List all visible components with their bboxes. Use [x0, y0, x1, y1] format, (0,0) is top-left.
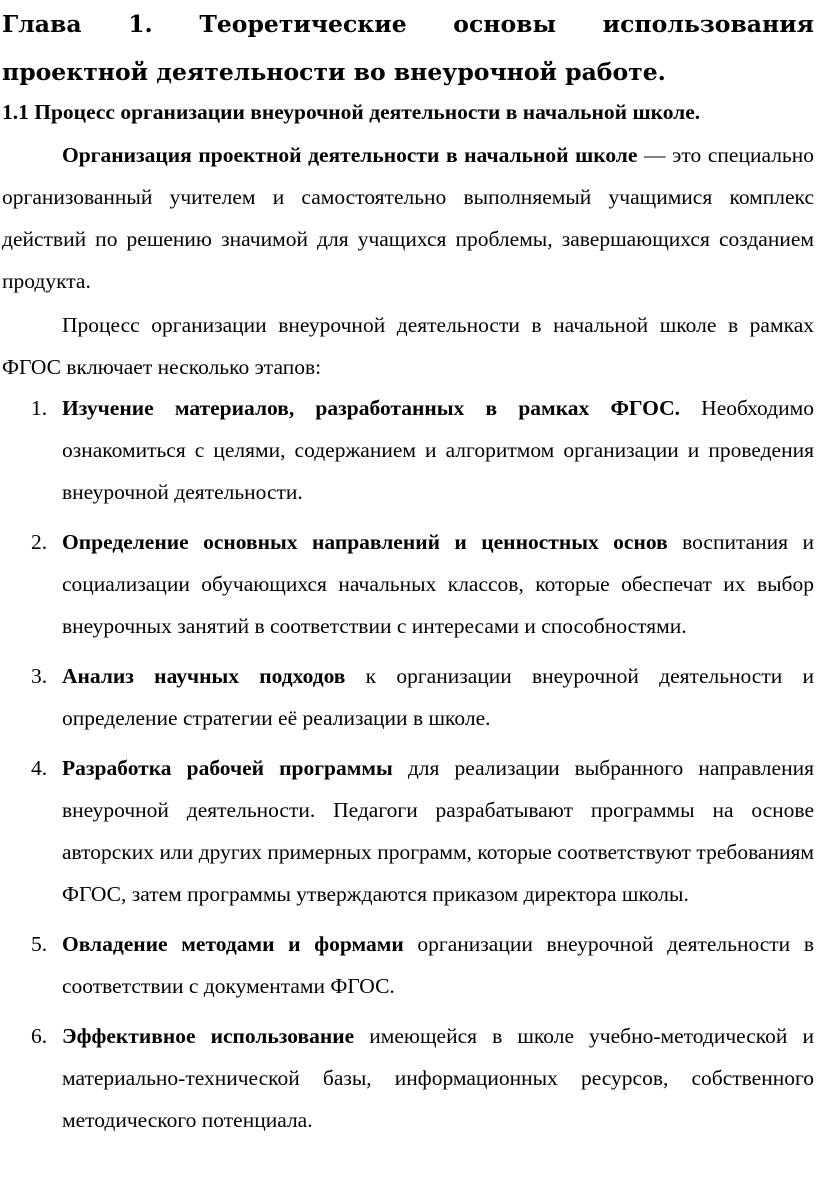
list-item-bold: Определение основных направлений и ценностных основ: [62, 530, 668, 554]
list-item-bold: Анализ научных подходов: [62, 664, 346, 688]
list-item-number: 1.: [31, 396, 48, 420]
list-item-number: 3.: [31, 664, 48, 688]
chapter-title: Глава 1. Теоретические основы использования проектной деятельности во внеурочной работе.: [2, 10, 814, 86]
paragraph-text: — это специально организованный учителем и самостоятельно выполняемый учащимися комплекс действий по решению значимой для учащихся проблемы, завершающихся созданием продукта.: [2, 143, 814, 293]
list-item-text: Необходимо ознакомиться с целями, содержанием и алгоритмом организации и проведения внеурочной деятельности.: [62, 396, 814, 504]
list-item-number: 6.: [31, 1024, 48, 1048]
list-item-bold: Изучение материалов, разработанных в рамках ФГОС.: [62, 396, 680, 420]
steps-list: [0, 387, 816, 1149]
list-item: [0, 923, 814, 1007]
list-item-text: к организации внеурочной деятельности и определение стратегии её реализации в школе.: [62, 664, 814, 730]
paragraph-text: Процесс организации внеурочной деятельности в начальной школе в рамках ФГОС включает несколько этапов:: [2, 313, 814, 379]
list-item-number: 5.: [31, 932, 48, 956]
paragraph-definition: [2, 134, 814, 302]
list-item-bold: Овладение методами и формами: [62, 932, 404, 956]
list-item-text: имеющейся в школе учебно-методической и материально-технической базы, информационных ресурсов, собственного методического потенциала.: [62, 1024, 814, 1132]
list-item: [0, 1015, 814, 1141]
section-title: 1.1 Процесс организации внеурочной деятельности в начальной школе.: [2, 100, 701, 124]
list-item: [0, 747, 814, 915]
list-item: [0, 387, 814, 513]
paragraph-bold-term: Организация проектной деятельности в начальной школе: [62, 143, 638, 167]
list-item-number: 2.: [31, 530, 48, 554]
list-item-text: организации внеурочной деятельности в соответствии с документами ФГОС.: [62, 932, 814, 998]
list-item-bold: Эффективное использование: [62, 1024, 355, 1048]
list-item: [0, 521, 814, 647]
list-item-text: для реализации выбранного направления внеурочной деятельности. Педагоги разрабатывают программы на основе авторских или других примерных программ, которые соответствуют требованиям ФГОС, затем программы утверждаются приказом директора школы.: [62, 756, 814, 906]
list-item-number: 4.: [31, 756, 48, 780]
list-item-bold: Разработка рабочей программы: [62, 756, 393, 780]
list-item-text: воспитания и социализации обучающихся начальных классов, которые обеспечат их выбор внеурочных занятий в соответствии с интересами и способностями.: [62, 530, 815, 638]
list-item: [0, 655, 814, 739]
paragraph-intro: [2, 304, 814, 388]
